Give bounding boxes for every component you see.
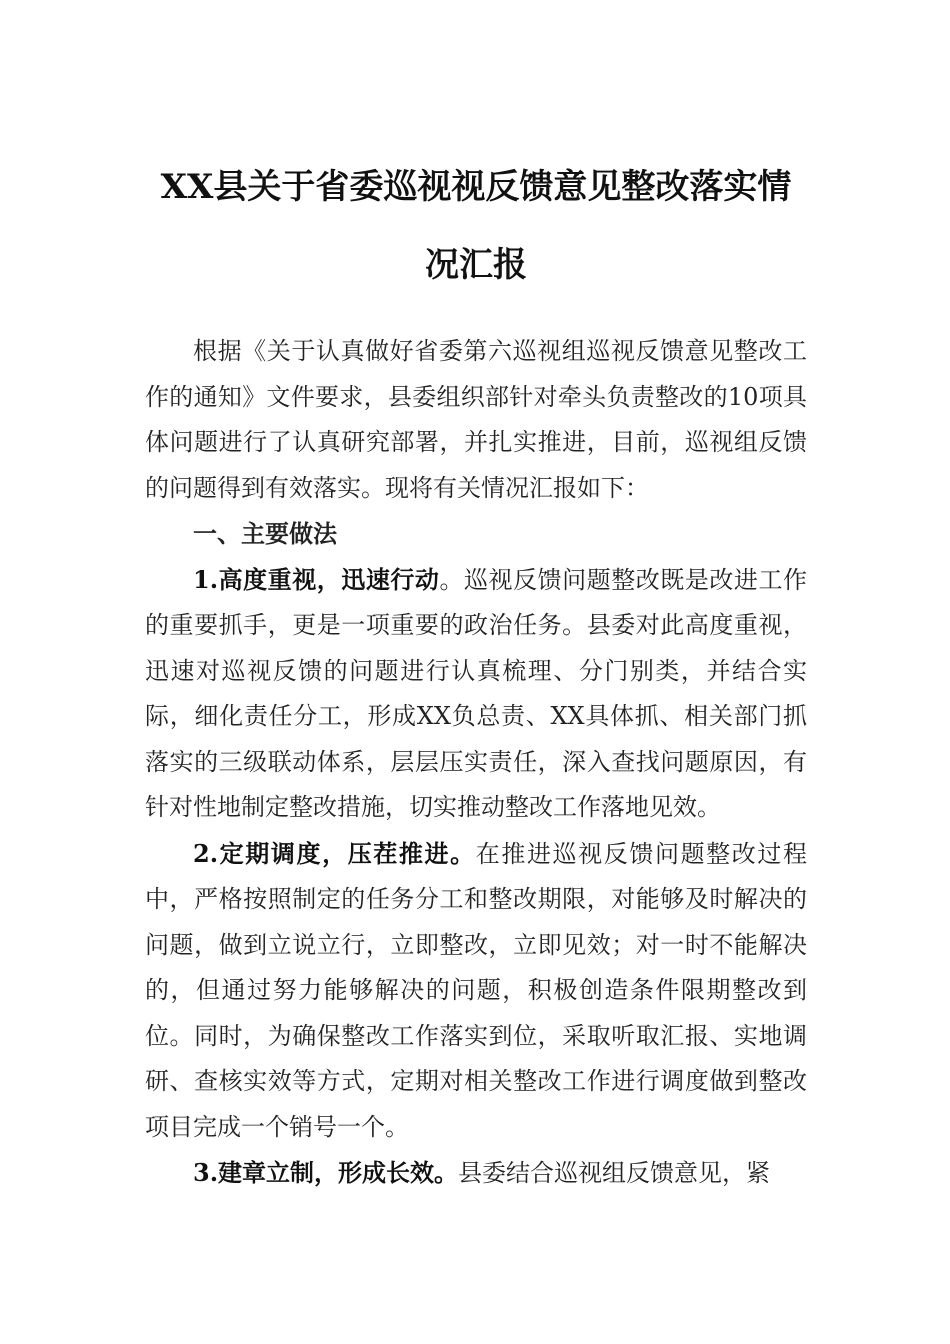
document-body bbox=[145, 329, 807, 1197]
item-lead-1: 1.高度重视，迅速行动 bbox=[193, 564, 440, 594]
item-text-3: 县委结合巡视组反馈意见，紧 bbox=[458, 1159, 771, 1187]
item-text-1: 。巡视反馈问题整改既是改进工作的重要抓手，更是一项重要的政治任务。县委对此高度重视，迅速对巡视反馈的问题进行认真梳理、分门别类，并结合实际，细化责任分工，形成XX负总责、XX具体抓、相关部门抓落实的三级联动体系，层层压实责任，深入查找问题原因，有针对性地制定整改措施，切实推动整改工作落地见效。 bbox=[145, 565, 807, 821]
item-paragraph-3 bbox=[145, 1150, 807, 1197]
item-paragraph-2 bbox=[145, 831, 807, 1151]
section-heading: 一、主要做法 bbox=[193, 519, 337, 548]
item-paragraph-1 bbox=[145, 557, 807, 831]
intro-paragraph: 根据《关于认真做好省委第六巡视组巡视反馈意见整改工作的通知》文件要求，县委组织部针对牵头负责整改的10项具体问题进行了认真研究部署，并扎实推进，目前，巡视组反馈的问题得到有效落实。现将有关情况汇报如下： bbox=[145, 337, 807, 502]
item-lead-2: 2.定期调度，压茬推进。 bbox=[193, 838, 476, 868]
item-text-2: 在推进巡视反馈问题整改过程中，严格按照制定的任务分工和整改期限，对能够及时解决的问题，做到立说立行，立即整改，立即见效；对一时不能解决的，但通过努力能够解决的问题，积极创造条件限期整改到位。同时，为确保整改工作落实到位，采取听取汇报、实地调研、查核实效等方式，定期对相关整改工作进行调度做到整改项目完成一个销号一个。 bbox=[145, 839, 808, 1141]
document-title: XX县关于省委巡视视反馈意见整改落实情况汇报 bbox=[160, 167, 792, 285]
item-lead-3: 3.建章立制，形成长效。 bbox=[193, 1158, 459, 1187]
